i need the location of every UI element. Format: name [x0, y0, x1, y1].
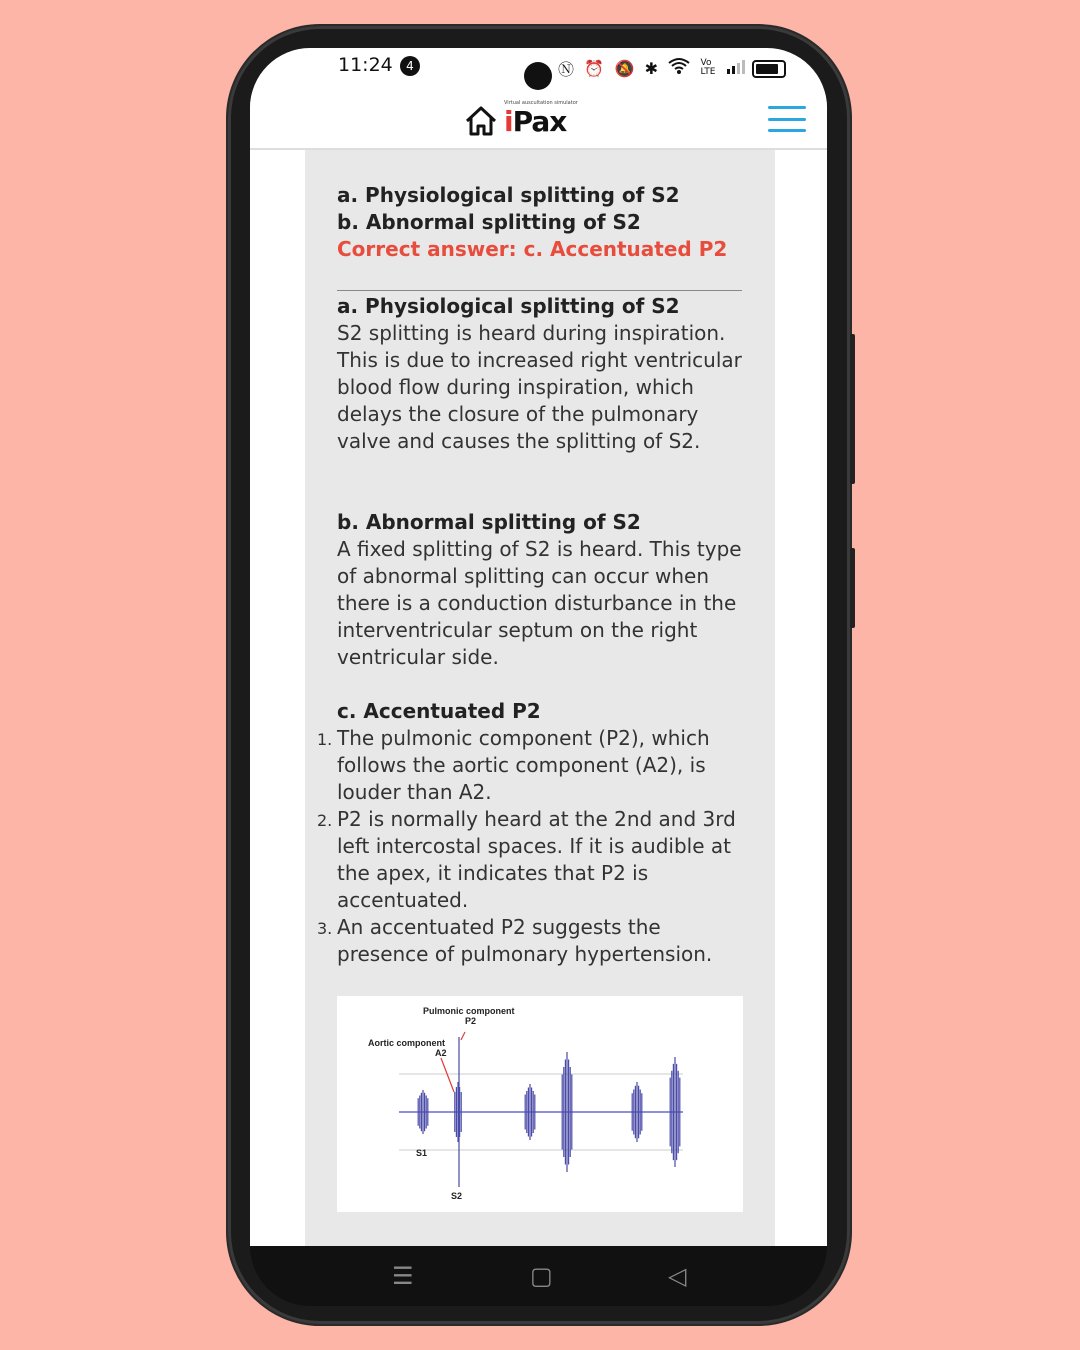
logo-text: iPax: [504, 105, 567, 138]
explanation-a: [337, 293, 747, 455]
explanation-a-title: a. Physiological splitting of S2: [337, 294, 680, 318]
nfc-icon: Ⓝ: [558, 59, 575, 79]
correct-answer: Correct answer: c. Accentuated P2: [337, 237, 728, 261]
bluetooth-icon: ✱: [644, 58, 659, 78]
wifi-icon: [668, 57, 690, 79]
label-a2: A2: [435, 1048, 447, 1058]
front-camera: [524, 62, 552, 90]
hamburger-menu-icon[interactable]: [768, 106, 806, 132]
explanation-a-text: S2 splitting is heard during inspiration. This is due to increased right ventricular blood flow during inspiration, which delays the closure of the pulmonary valve and causes the splitting of S2.: [337, 321, 742, 453]
logo-tagline: Virtual auscultation simulator: [504, 100, 578, 106]
list-item: 1. The pulmonic component (P2), which follows the aortic component (A2), is louder than A2.: [317, 726, 710, 804]
label-s2: S2: [451, 1191, 463, 1201]
explanation-c-title: c. Accentuated P2: [337, 699, 541, 723]
status-bar: [250, 48, 827, 92]
option-b: b. Abnormal splitting of S2: [337, 210, 641, 234]
list-item: 2. P2 is normally heard at the 2nd and 3rd left intercostal spaces. If it is audible at the apex, it indicates that P2 is accentuated.: [317, 807, 736, 912]
phone-screen: [250, 48, 827, 1246]
mute-icon: 🔕: [614, 58, 635, 78]
option-a: a. Physiological splitting of S2: [337, 183, 680, 207]
power-button: [850, 548, 855, 628]
status-time: 11:24: [338, 54, 393, 76]
ipax-logo[interactable]: [464, 98, 578, 138]
list-item: 3. An accentuated P2 suggests the presence of pulmonary hypertension.: [317, 915, 713, 966]
signal-icon: [726, 58, 748, 78]
phonocardiogram-figure: [337, 996, 743, 1212]
question-summary: [337, 182, 747, 263]
explanation-b-title: b. Abnormal splitting of S2: [337, 510, 641, 534]
explanation-c: [317, 698, 747, 968]
content-panel: [305, 150, 775, 1246]
label-p2: P2: [465, 1016, 477, 1026]
explanation-c-list: [317, 725, 747, 968]
explanation-b-text: A fixed splitting of S2 is heard. This type of abnormal splitting can occur when there is a conduction disturbance in the interventricular septum on the right ventricular side.: [337, 537, 742, 669]
app-header: [250, 92, 827, 150]
label-pulmonic: Pulmonic component: [423, 1006, 515, 1016]
divider: [337, 290, 742, 291]
recent-apps-icon[interactable]: ☰: [392, 1262, 414, 1290]
volume-button: [850, 334, 855, 484]
label-s1: S1: [416, 1148, 428, 1158]
system-nav-bar: [250, 1246, 827, 1306]
explanation-b: [337, 509, 747, 671]
label-aortic: Aortic component: [368, 1038, 446, 1048]
home-icon: [464, 104, 498, 138]
home-button-icon[interactable]: ▢: [530, 1262, 553, 1290]
back-icon[interactable]: ◁: [668, 1262, 687, 1290]
battery-icon: [752, 60, 786, 78]
volte-icon: Vo LTE: [700, 58, 716, 77]
notification-badge: 4: [400, 56, 420, 76]
alarm-icon: ⏰: [584, 58, 605, 78]
